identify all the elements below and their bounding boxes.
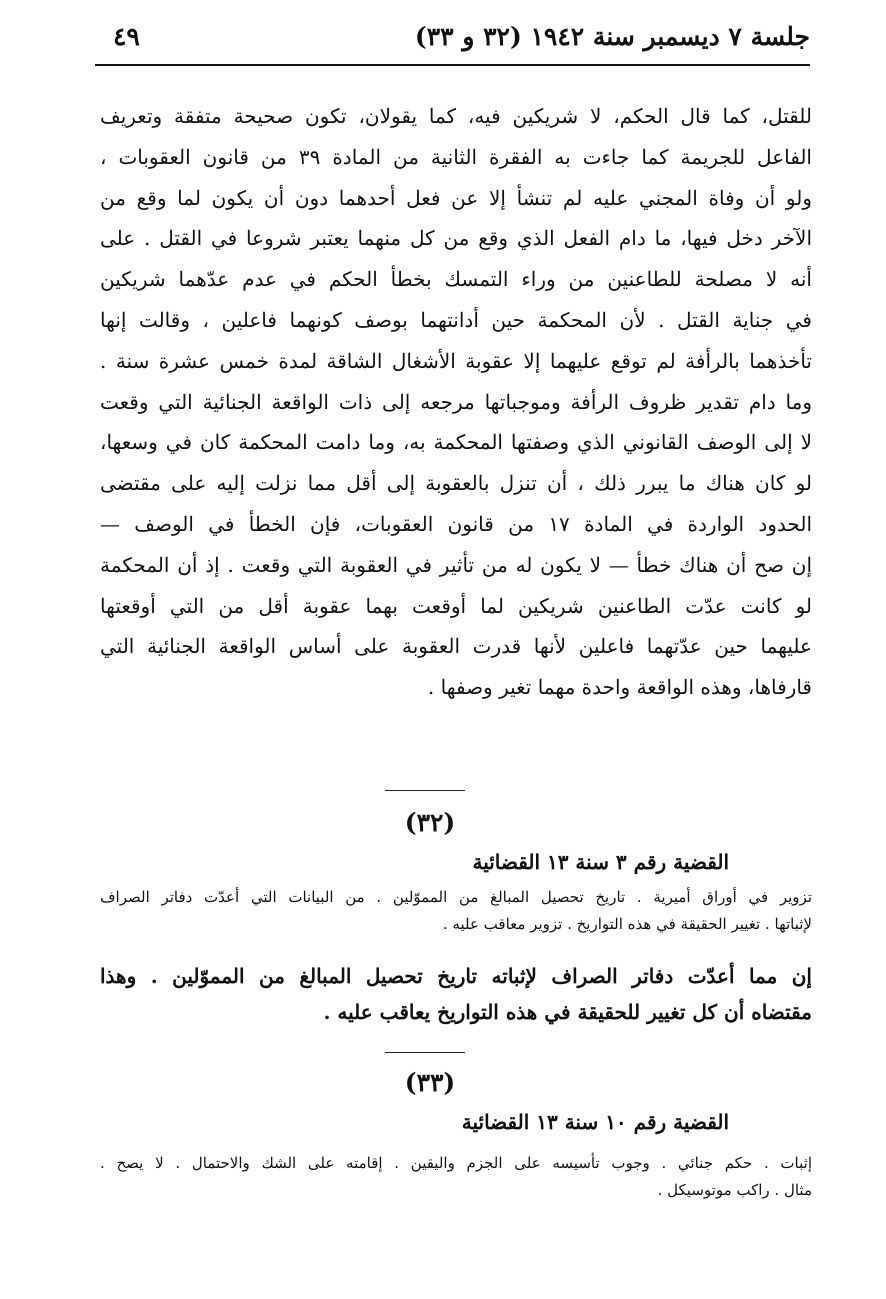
section-divider: [385, 790, 465, 791]
text-line: إن صح أن هناك خطأ — لا يكون له من تأثير في العقوبة التي وقعت . إذ أن المحكمة: [100, 552, 812, 577]
keyword-line: لإثباتها . تغيير الحقيقة في هذه التواريخ . تزوير معاقب عليه .: [442, 915, 812, 933]
ruling-line: مقتضاه أن كل تغيير للحقيقة في هذه التواريخ يعاقب عليه .: [323, 1000, 812, 1024]
case-title-32: القضية رقم ٣ سنة ١٣ القضائية: [472, 850, 729, 874]
text-line: قارفاها، وهذه الواقعة واحدة مهما تغير وصفها .: [427, 675, 812, 700]
case-keywords-33: [100, 1150, 812, 1204]
case-keywords-32: [100, 884, 812, 938]
text-line: أنه لا مصلحة للطاعنين من وراء التمسك بخطأ الحكم في عدم عدّهما شريكين: [100, 267, 812, 292]
section-divider: [385, 1052, 465, 1053]
text-line: لو كانت عدّت الطاعنين شريكين لما أوقعت بهما عقوبة أقل من التي أوقعتها: [100, 593, 812, 618]
text-line: ولو أن وفاة المجني عليه لم تنشأ إلا عن فعل أحدهما دون أن يكون لما وقع من: [100, 185, 812, 210]
case-ruling-32: [100, 958, 812, 1030]
keyword-line: مثال . راكب موتوسيكل .: [657, 1181, 812, 1199]
text-line: الحدود الواردة في المادة ١٧ من قانون العقوبات، فإن الخطأ في الوصف —: [100, 511, 812, 536]
text-line: لو كان هناك ما يبرر ذلك ، أن تنزل بالعقوبة إلى أقل مما نزلت إليه على مقتضى: [100, 471, 812, 496]
case-title-33: القضية رقم ١٠ سنة ١٣ القضائية: [461, 1110, 729, 1134]
text-line: للقتل، كما قال الحكم، لا شريكين فيه، كما يقولان، تكون صحيحة متفقة وتعريف: [100, 104, 812, 128]
text-line: وما دام تقدير ظروف الرأفة وموجباتها مرجعه إلى ذات الواقعة الجنائية التي وقعت: [100, 389, 812, 414]
session-title: جلسة ٧ ديسمبر سنة ١٩٤٢ (٣٢ و ٣٣): [414, 22, 810, 51]
text-line: لا إلى الوصف القانوني الذي وصفتها المحكمة به، وما دامت المحكمة كان في وسعها،: [100, 430, 812, 455]
text-line: الفاعل للجريمة كما جاءت به الفقرة الثانية من المادة ٣٩ من قانون العقوبات ،: [100, 144, 812, 169]
text-line: عليهما حين عدّتهما فاعلين لأنها قدرت العقوبة على أساس الواقعة الجنائية التي: [100, 634, 812, 659]
case-number-33: (٣٣): [404, 1068, 456, 1097]
header-rule: [95, 64, 810, 66]
text-line: في جناية القتل . لأن المحكمة حين أدانتهما بوصف كونهما فاعلين ، وقالت إنها: [100, 307, 812, 332]
text-line: تأخذهما بالرأفة لم توقع عليهما إلا عقوبة الأشغال الشاقة لمدة خمس عشرة سنة .: [100, 348, 812, 373]
ruling-line: إن مما أعدّت دفاتر الصراف لإثباته تاريخ تحصيل المبالغ من المموّلين . وهذا: [100, 964, 812, 988]
case-number-32: (٣٢): [404, 808, 456, 837]
main-paragraph: [100, 96, 812, 708]
page-header: [95, 18, 810, 62]
keyword-line: تزوير في أوراق أميرية . تاريخ تحصيل المبالغ من المموّلين . من البيانات التي أعدّت دفاتر الصراف: [100, 888, 812, 906]
keyword-line: إثبات . حكم جنائي . وجوب تأسيسه على الجزم واليقين . إقامته على الشك والاحتمال . لا يصح .: [100, 1154, 812, 1172]
text-line: الآخر دخل فيها، ما دام الفعل الذي وقع من كل منهما يعتبر شروعا في القتل . على: [100, 226, 812, 251]
page-number: ٤٩: [113, 22, 140, 51]
